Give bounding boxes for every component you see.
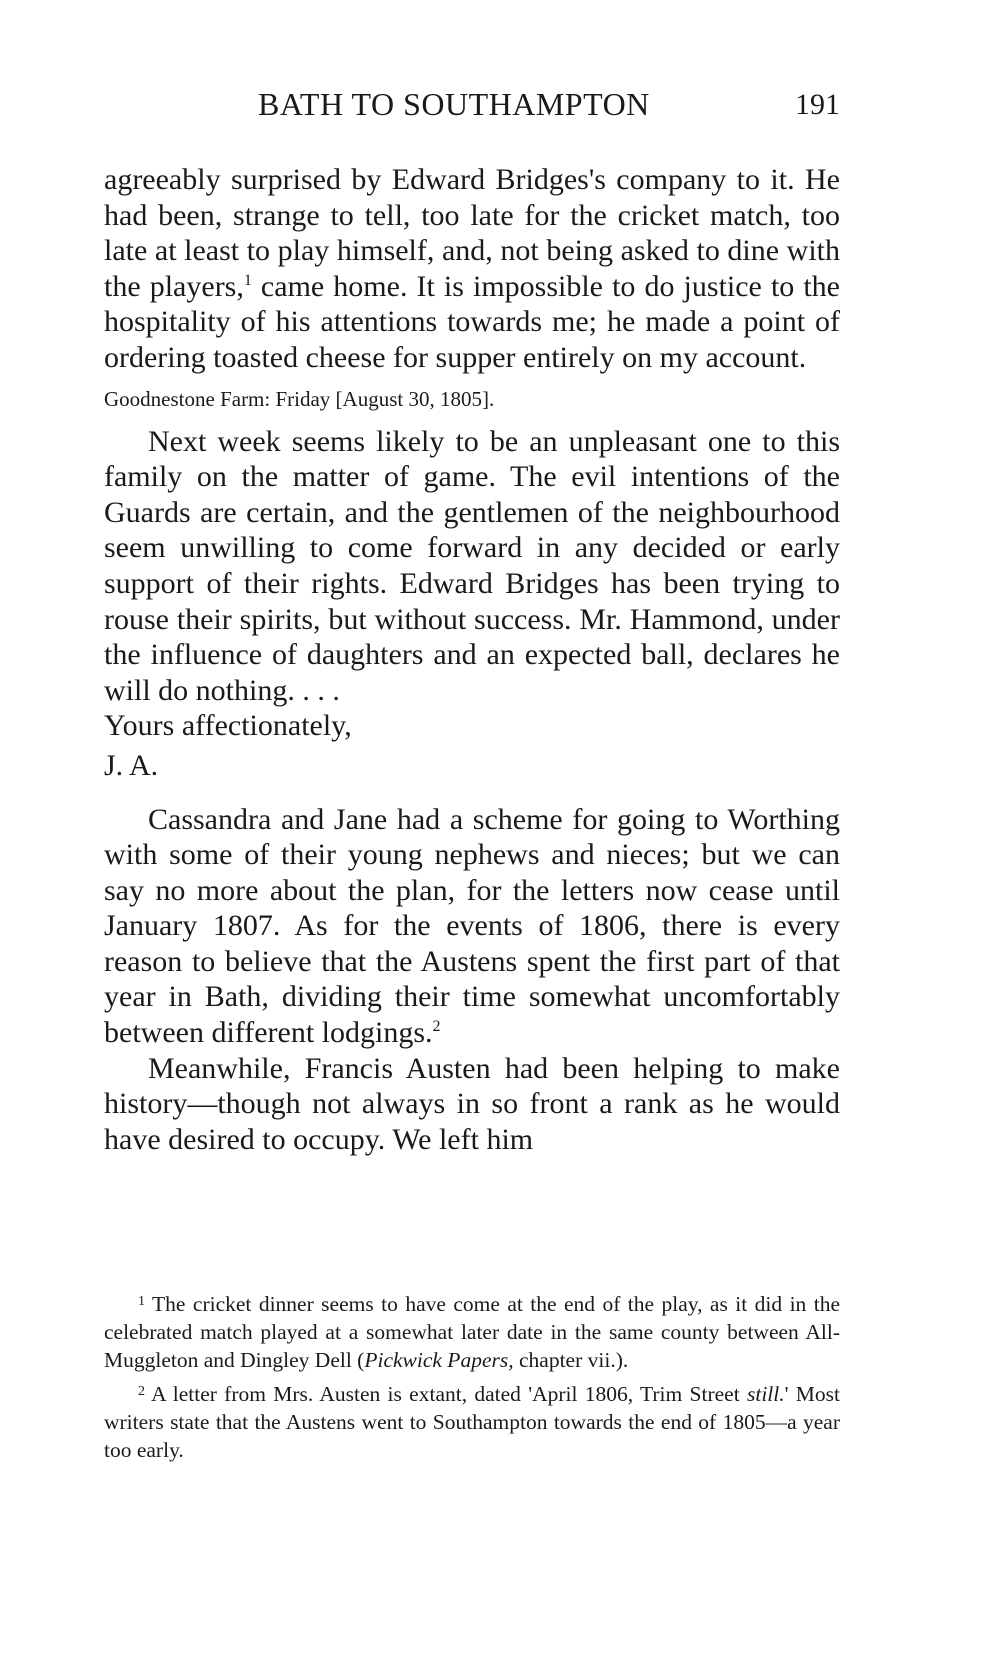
letter-paragraph: Next week seems likely to be an unpleasant one to this family on the matter of game. The evil intentions of the Guards are certain, and the gentlemen of the neighbourhood seem unwilling to come forward in any decided or early support of their rights. Edward Bridges has been trying to rouse their spirits, but without success. Mr. Hammond, under the influence of daughters and an expected ball, declares he will do nothing. . . . xyxy=(104,424,840,707)
footnote-mark: 1 xyxy=(138,1294,145,1309)
footnote-2 xyxy=(104,1378,840,1464)
footnote-italic: Pickwick Papers, xyxy=(364,1348,514,1372)
running-head: BATH TO SOUTHAMPTON xyxy=(258,86,650,122)
footnotes xyxy=(104,1288,840,1468)
paragraph-text: agreeably surprised by Edward Bridges's company to it. He had been, strange to tell, too late for the cricket match, too late at least to play himself, and, not being asked to dine with the players, xyxy=(104,163,840,303)
footnote-text: The cricket dinner seems to have come at the end of the play, as it did in the celebrated match played at a somewhat later date in the same county between All-Muggleton and Dingley Dell ( xyxy=(104,1292,840,1372)
footnote-italic: still. xyxy=(746,1382,785,1406)
page-header xyxy=(104,86,840,130)
paragraph-continued xyxy=(104,162,840,376)
body-text xyxy=(104,162,840,1157)
paragraph-text: Cassandra and Jane had a scheme for going to Worthing with some of their young nephews and nieces; but we can say no more about the plan, for the letters now cease until January 1807. As for the events of 1806, there is every reason to believe that the Austens spent the first part of that year in Bath, dividing their time somewhat uncomfortably between different lodgings. xyxy=(104,802,840,1050)
narrative-paragraph: Meanwhile, Francis Austen had been helping to make history—though not always in so front a rank as he would have desired to occupy. We left him xyxy=(104,1051,840,1156)
letter-closing: Yours affectionately, xyxy=(104,709,352,743)
page-number: 191 xyxy=(795,88,840,121)
footnote-reference: 1 xyxy=(243,271,252,289)
footnote-text: chapter vii.). xyxy=(513,1348,629,1372)
footnote-mark: 2 xyxy=(138,1384,145,1399)
narrative-paragraph xyxy=(104,802,840,1051)
letter-signature: J. A. xyxy=(104,748,159,782)
footnote-1 xyxy=(104,1288,840,1374)
letter-dateline: Goodnestone Farm: Friday [August 30, 1805]. xyxy=(104,386,495,411)
footnote-text: A letter from Mrs. Austen is extant, dated 'April 1806, Trim Street xyxy=(151,1382,747,1406)
paragraph-text: came home. It is impossible to do justice to the hospitality of his attentions towards me; he made a point of ordering toasted cheese for supper entirely on my account. xyxy=(104,269,841,374)
footnote-text: ' Most writers state that the Austens went to Southampton towards the end of 1805—a year too early. xyxy=(104,1382,840,1462)
footnote-reference: 2 xyxy=(432,1018,441,1036)
